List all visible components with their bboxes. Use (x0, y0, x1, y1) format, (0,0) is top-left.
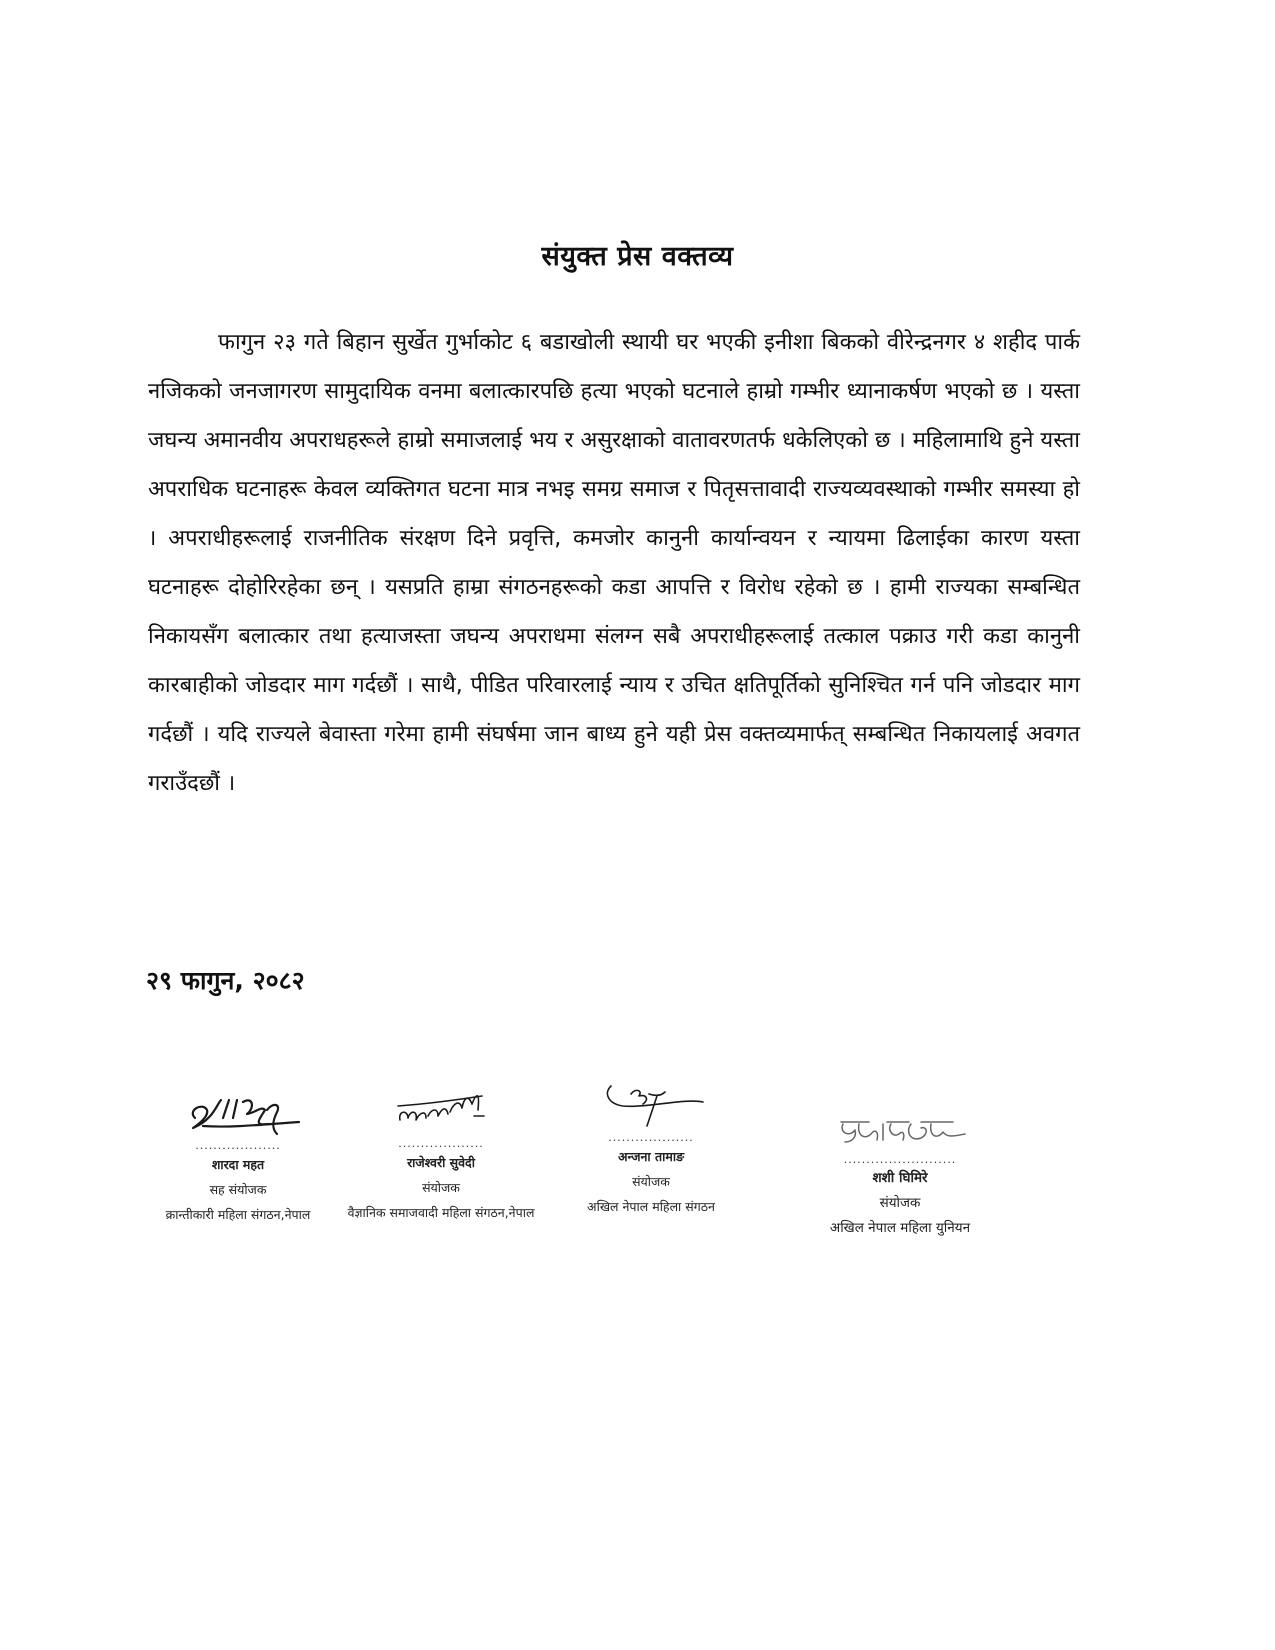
signatory-role: संयोजक (879, 1195, 921, 1211)
signature-line: ......................... (843, 1153, 957, 1166)
handwritten-signature-4 (825, 1110, 975, 1154)
statement-body: फागुन २३ गते बिहान सुर्खेत गुर्भाकोट ६ बडाखोली स्थायी घर भएकी इनीशा बिकको वीरेन्द्रनगर ४ शहीद पार्क नजिकको जनजागरण सामुदायिक वनमा बलात्कारपछि हत्या भएको घटनाले हाम्रो गम्भीर ध्यानाकर्षण भएको छ । यस्ता जघन्य अमानवीय अपराधहरूले हाम्रो समाजलाई भय र असुरक्षाको वातावरणतर्फ धकेलिएको छ । महिलामाथि हुने यस्ता अपराधिक घटनाहरू केवल व्यक्तिगत घटना मात्र नभइ समग्र समाज र पितृसत्तावादी राज्यव्यवस्थाको गम्भीर समस्या हो । अपराधीहरूलाई राजनीतिक संरक्षण दिने प्रवृत्ति, कमजोर कानुनी कार्यान्वयन र न्यायमा ढिलाईका कारण यस्ता घटनाहरू दोहोरिरहेका छन् । यसप्रति हाम्रा संगठनहरूको कडा आपत्ति र विरोध रहेको छ । हामी राज्यका सम्बन्धित निकायसँग बलात्कार तथा हत्याजस्ता जघन्य अपराधमा संलग्न सबै अपराधीहरूलाई तत्काल पक्राउ गरी कडा कानुनी कारबाहीको जोडदार माग गर्दछौं । साथै, पीडित परिवारलाई न्याय र उचित क्षतिपूर्तिको सुनिश्चित गर्न पनि जोडदार माग गर्दछौं । यदि राज्यले बेवास्ता गरेमा हामी संघर्षमा जान बाध्य हुने यही प्रेस वक्तव्यमार्फत् सम्बन्धित निकायलाई अवगत गराउँदछौं । (148, 330, 1080, 796)
signatory-name: राजेश्वरी सुवेदी (407, 1155, 475, 1170)
signatory-name: शारदा महत (211, 1157, 265, 1172)
signatory-role: सह संयोजक (209, 1182, 267, 1197)
document-title: संयुक्त प्रेस वक्तव्य (541, 241, 734, 272)
signatory-name: शशी घिमिरे (872, 1170, 928, 1186)
signatory-block (576, 1072, 726, 1219)
signatory-organization: क्रान्तीकारी महिला संगठन,नेपाल (165, 1207, 311, 1222)
handwritten-signature-1 (173, 1080, 303, 1140)
signatory-role: संयोजक (632, 1174, 670, 1189)
signatory-block (158, 1080, 318, 1227)
signatory-block (336, 1076, 546, 1225)
signatory-organization: अखिल नेपाल महिला युनियन (829, 1220, 971, 1236)
signatory-role: संयोजक (422, 1180, 460, 1195)
signatory-block (790, 1110, 1010, 1241)
signatory-name: अन्जना तामाङ (617, 1149, 685, 1164)
signature-line: ................... (608, 1131, 694, 1144)
handwritten-signature-3 (591, 1072, 711, 1132)
signatory-organization: वैज्ञानिक समाजवादी महिला संगठन,नेपाल (347, 1205, 535, 1220)
signatory-organization: अखिल नेपाल महिला संगठन (587, 1199, 715, 1214)
handwritten-signature-2 (386, 1076, 496, 1138)
signature-line: ................... (195, 1139, 281, 1152)
statement-date: २९ फागुन, २०८२ (146, 966, 305, 995)
signature-line: ................... (398, 1137, 484, 1150)
